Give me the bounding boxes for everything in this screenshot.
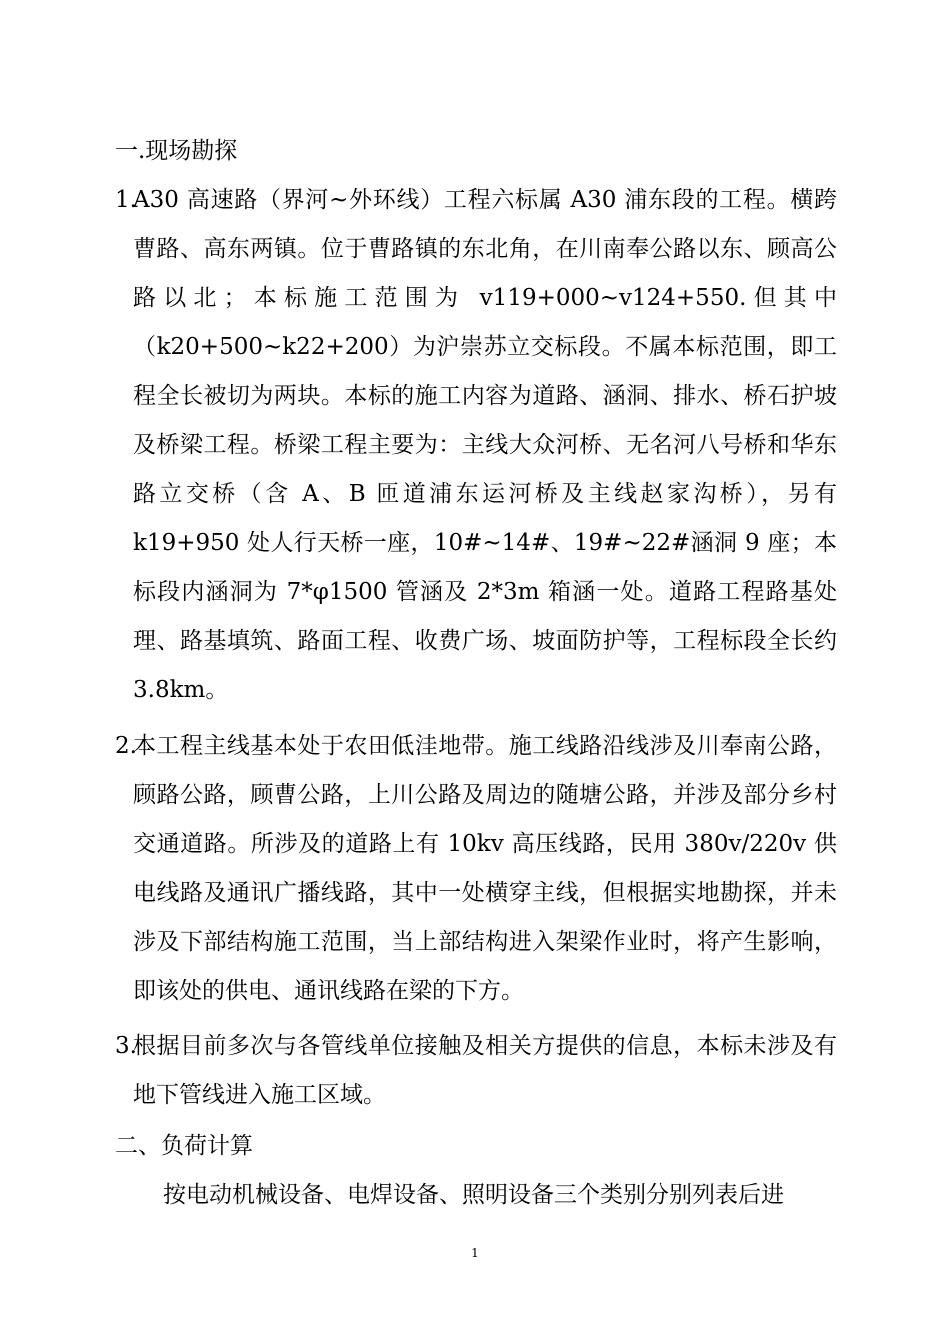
list-item bbox=[115, 176, 837, 715]
list-item-text: 本工程主线基本处于农田低洼地带。施工线路沿线涉及川奉南公路，顾路公路，顾曹公路，上川公路及周边的随塘公路，并涉及部分乡村交通道路。所涉及的道路上有 10kv 高压线路，民用 380v/220v 供电线路及通讯广播线路，其中一处横穿主线，但根据实地勘探，并未涉及下部结构施工范围，当上部结构进入架梁作业时，将产生影响，即该处的供电、通讯线路在梁的下方。 bbox=[133, 733, 837, 1004]
list-item bbox=[115, 1022, 837, 1120]
section-heading-load-calculation: 二、负荷计算 bbox=[115, 1133, 253, 1159]
section-heading-site-survey: 一.现场勘探 bbox=[115, 138, 238, 164]
list-item-text: 根据目前多次与各管线单位接触及相关方提供的信息，本标未涉及有地下管线进入施工区域。 bbox=[133, 1033, 837, 1108]
list-item-text: A30 高速路（界河~外环线）工程六标属 A30 浦东段的工程。横跨曹路、高东两镇。位于曹路镇的东北角，在川南奉公路以东、顾高公路以北；本标施工范围为 v119+000~v124+550.但其中（k20+500~k22+200）为沪崇苏立交标段。不属本标范围，即工程全长被切为两块。本标的施工内容为道路、涵洞、排水、桥石护坡及桥梁工程。桥梁工程主要为：主线大众河桥、无名河八号桥和华东路立交桥（含 A、B 匝道浦东运河桥及主线赵家沟桥），另有k19+950 处人行天桥一座，10#~14#、19#~22#涵洞 9 座；本标段内涵洞为 7*φ1500 管涵及 2*3m 箱涵一处。道路工程路基处理、路基填筑、路面工程、收费广场、坡面防护等，工程标段全长约3.8km。 bbox=[133, 187, 837, 703]
list-item-number: 3. bbox=[115, 1033, 137, 1059]
list-item bbox=[115, 722, 837, 1016]
paragraph-text: 按电动机械设备、电焊设备、照明设备三个类别分别列表后进 bbox=[163, 1182, 784, 1208]
page-number: 1 bbox=[471, 1246, 479, 1260]
list-item-number: 2. bbox=[115, 733, 137, 759]
body-paragraph bbox=[115, 1181, 837, 1209]
list-item-number: 1. bbox=[115, 187, 137, 213]
